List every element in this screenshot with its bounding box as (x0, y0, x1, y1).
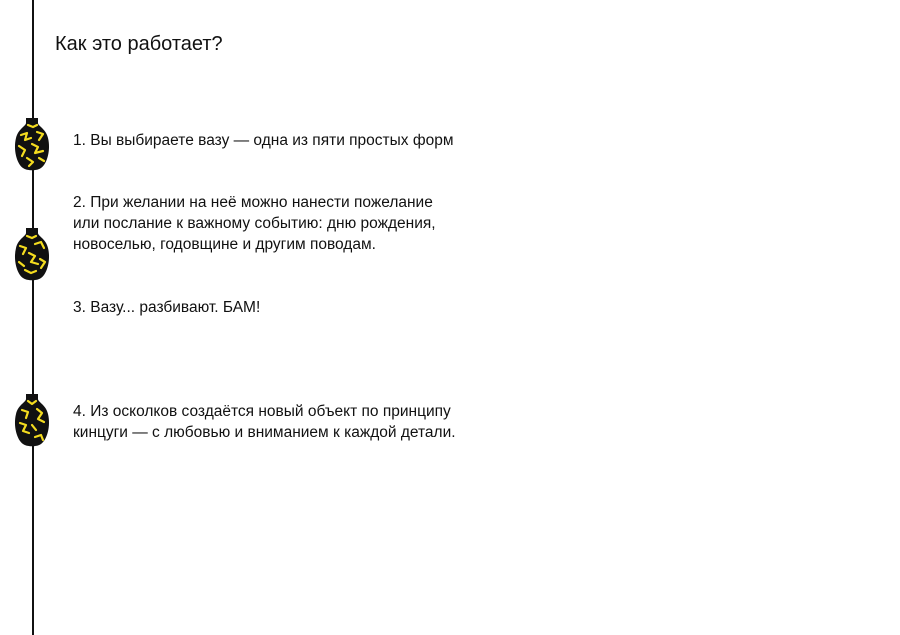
timeline-line (32, 0, 34, 635)
step-3-text: 3. Вазу... разбивают. БАМ! (73, 299, 261, 316)
step-2-text: 2. При желании на неё можно нанести пожелание или послание к важному событию: дню рождения, новоселью, годовщине и другим поводам. (73, 194, 436, 253)
vase-icon (13, 116, 51, 172)
step-1-text: 1. Вы выбираете вазу — одна из пяти простых форм (73, 132, 454, 149)
vase-icon (13, 226, 51, 282)
vase-icon (13, 392, 51, 448)
page-title: Как это работает? (55, 33, 223, 55)
step-4-text: 4. Из осколков создаётся новый объект по принципу кинцуги — с любовью и вниманием к каждой детали. (73, 403, 456, 441)
